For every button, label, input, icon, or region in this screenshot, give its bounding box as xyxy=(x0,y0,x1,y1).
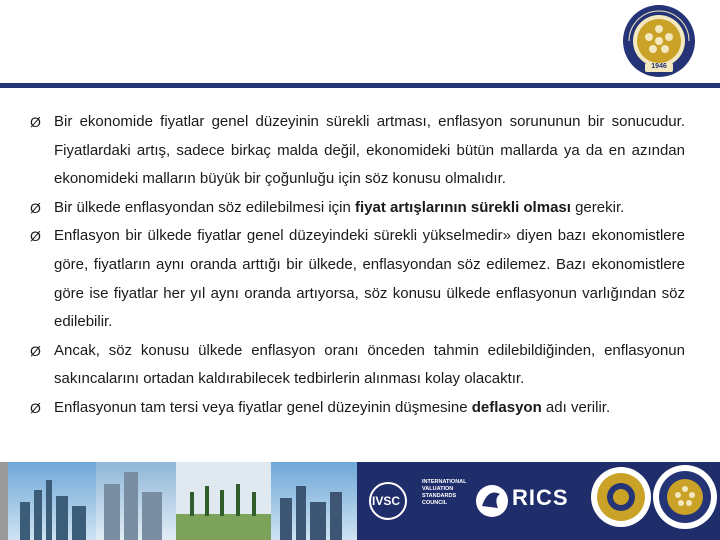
bullet-text: adı verilir. xyxy=(541,398,611,416)
bullet-emphasis: fiyat artışlarının sürekli olması xyxy=(355,198,571,216)
bullet-item xyxy=(30,337,685,394)
rics-label: RICS xyxy=(512,485,569,510)
bullet-item xyxy=(30,194,685,223)
ankara-university-footer-logo xyxy=(652,464,718,530)
city-photo-strip xyxy=(0,462,357,540)
slide-content xyxy=(30,108,685,423)
university-seal-icon xyxy=(590,466,652,528)
bullet-item xyxy=(30,222,685,336)
bullet-emphasis: deflasyon xyxy=(471,398,542,416)
bullet-text: Bir ülkede enflasyondan söz edilebilmesi için xyxy=(54,198,355,216)
arrow-bullet-icon: Ø xyxy=(30,114,41,130)
ivsc-full-name: INTERNATIONAL VALUATION STANDARDS COUNCIL xyxy=(422,479,467,506)
header-rule xyxy=(0,83,720,88)
bullet-text: Ancak, söz konusu ülkede enflasyon oranı önceden tahmin edilebildiğinden, enflasyonun sakıncalarını ortadan kaldırabilecek tedbirlerin alınması kolay olacaktır. xyxy=(54,341,685,388)
bullet-text: gerekir. xyxy=(570,198,625,216)
bullet-text: Enflasyon bir ülkede fiyatlar genel düzeyindeki sürekli yükselmedir» diyen bazı ekonomistlere göre, fiyatların aynı oranda arttığı bir ülkede, enflasyondan söz edilemez. Bazı ekonomistlere göre ise fiyatlar her yıl aynı oranda artıyorsa, söz konusu ülkede enflasyonun varlığından söz edilebilir. xyxy=(54,227,685,331)
ivsc-acronym: IVSC xyxy=(372,494,401,508)
bullet-text: Bir ekonomide fiyatlar genel düzeyinin sürekli artması, enflasyon sorununun bir sonucudur. Fiyatlardaki artış, sadece birkaç malda değil, ekonomideki bütün mallarda ya da en azından ekonomideki malların büyük bir çoğunluğu için söz konusu olmalıdır. xyxy=(54,113,685,188)
arrow-bullet-icon: Ø xyxy=(30,228,41,245)
logo-year: 1946 xyxy=(651,63,667,70)
bullet-item xyxy=(30,394,685,423)
footer-edge xyxy=(0,462,8,540)
arrow-bullet-icon: Ø xyxy=(30,199,41,216)
bullet-item xyxy=(30,108,685,194)
bullet-text: Enflasyonun tam tersi veya fiyatlar genel düzeyinin düşmesine xyxy=(54,398,472,416)
arrow-bullet-icon: Ø xyxy=(30,399,41,416)
arrow-bullet-icon: Ø xyxy=(30,342,41,359)
